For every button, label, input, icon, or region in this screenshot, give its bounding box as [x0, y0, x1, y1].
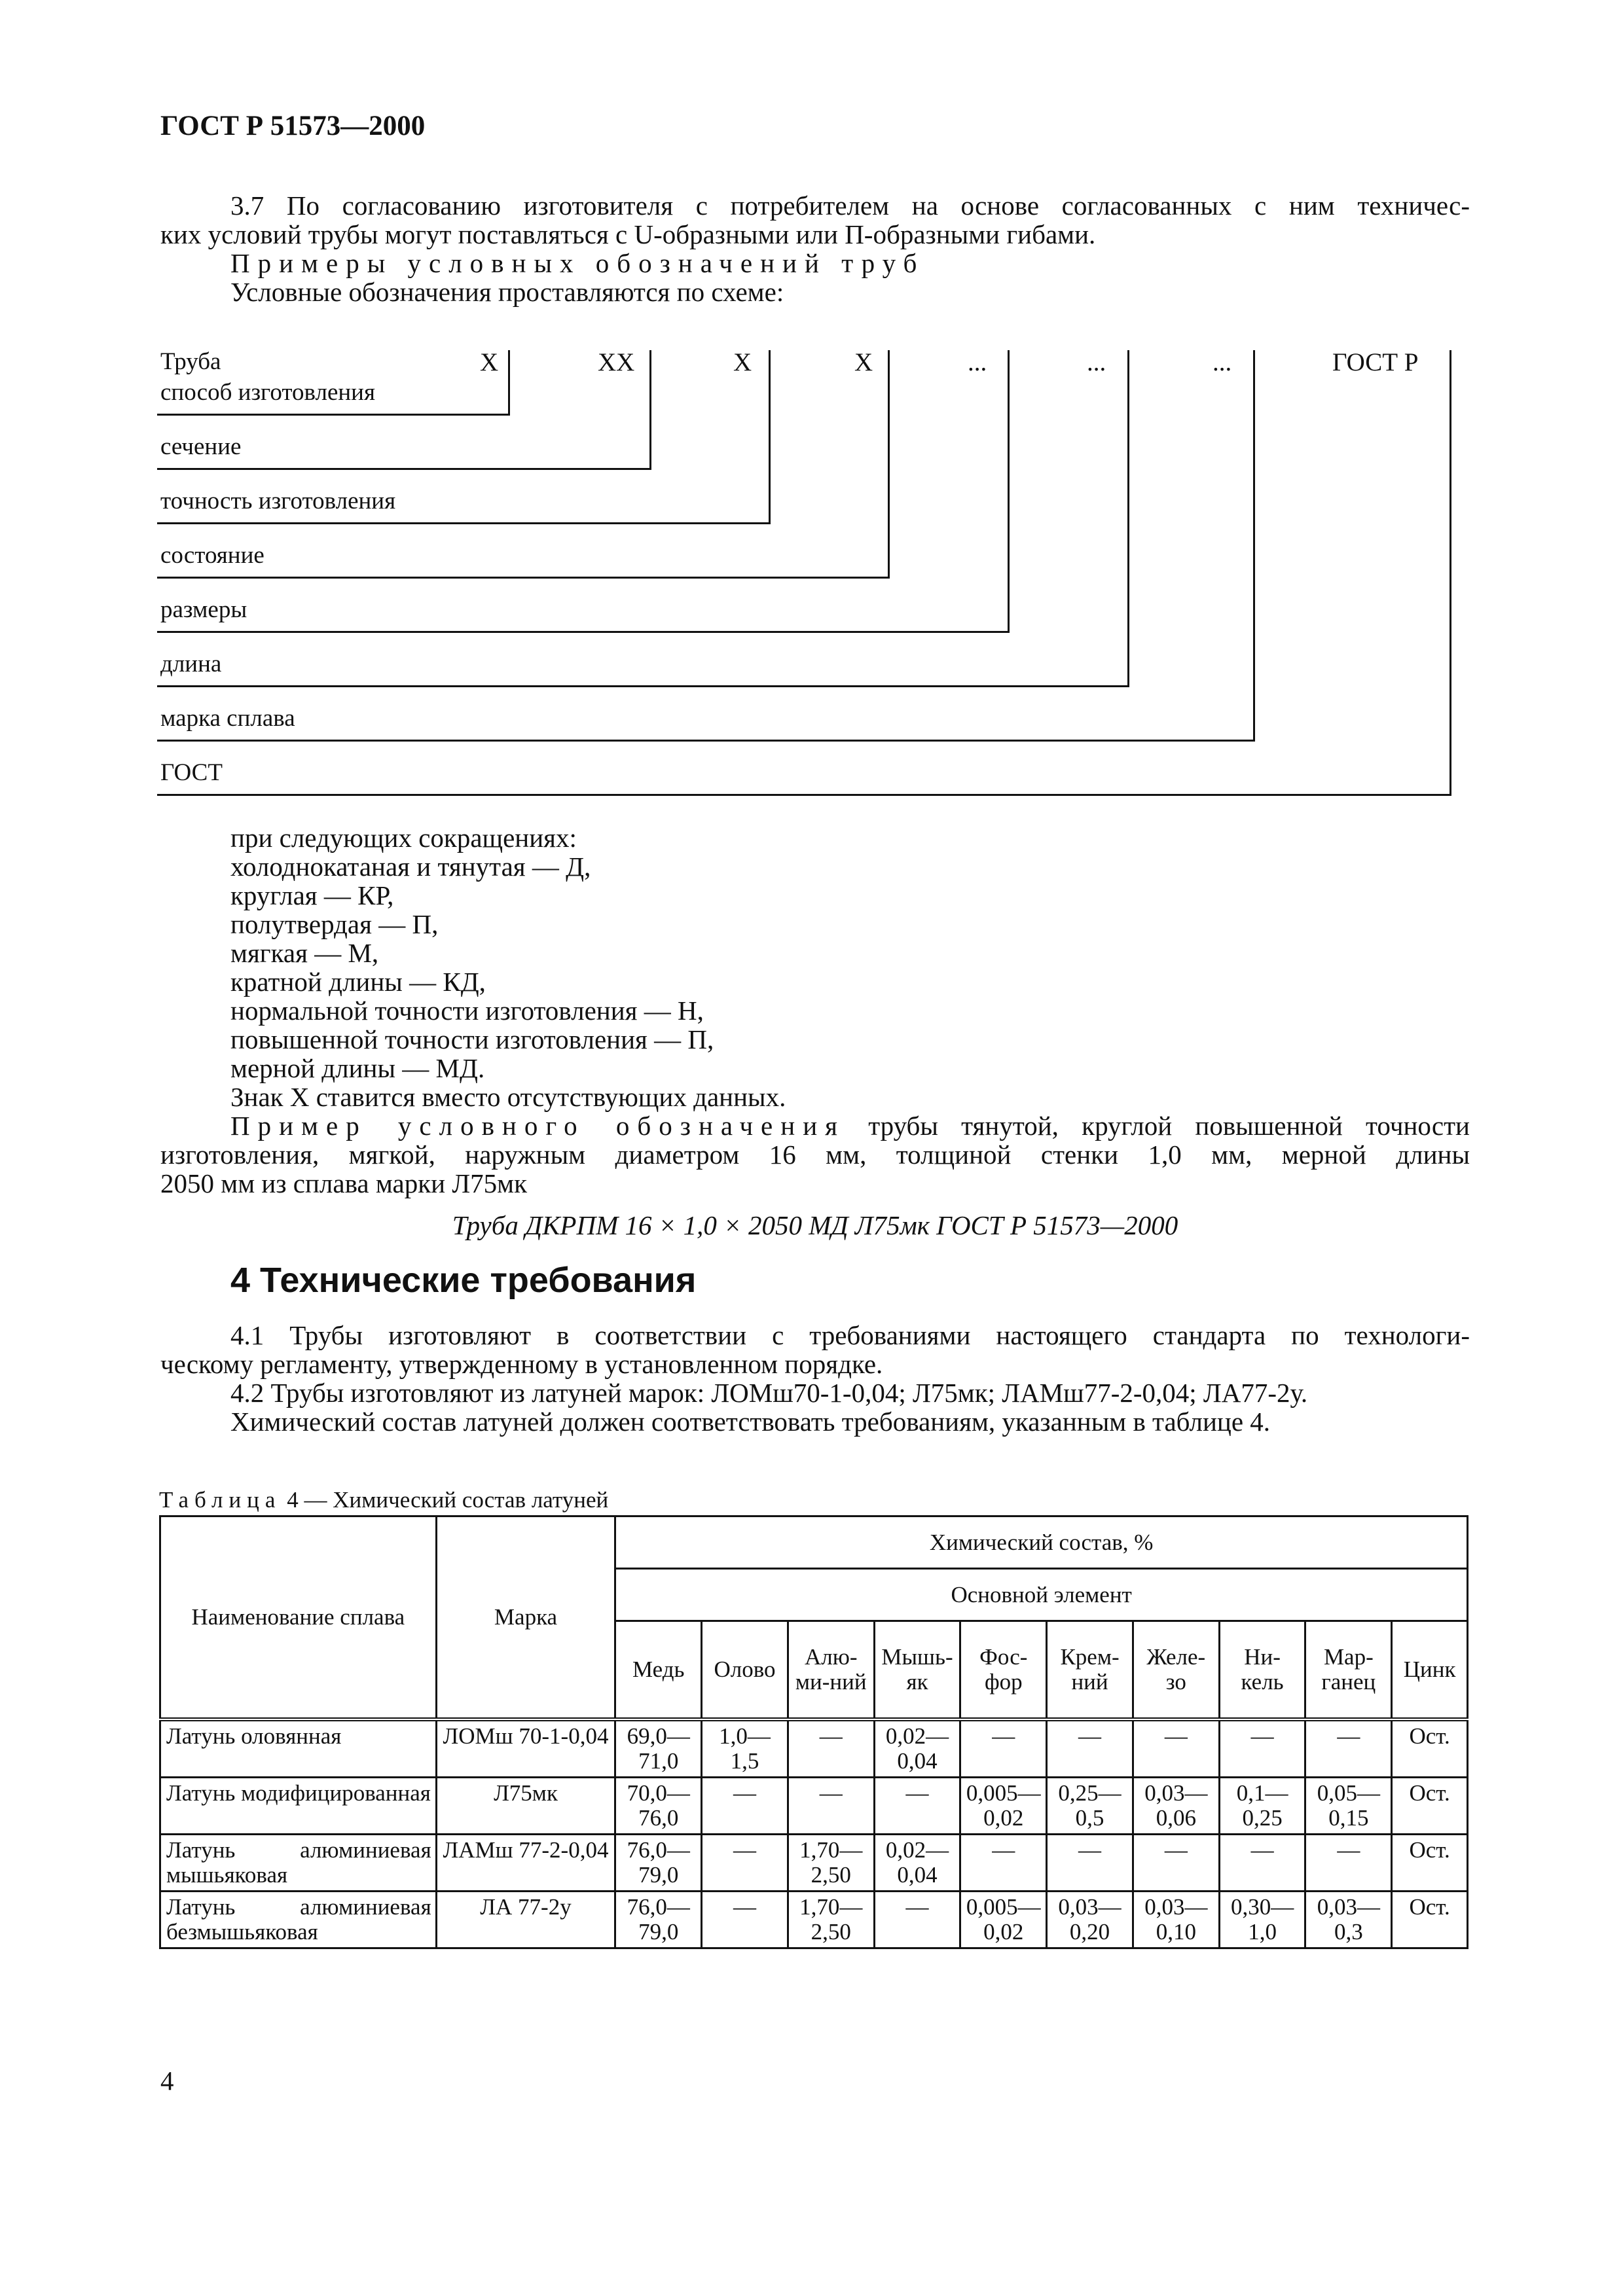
paragraph-4-2-line2: Химический состав латуней должен соответствовать требованиям, указанным в таблице 4.: [230, 1407, 1271, 1437]
scheme-underline-7: [157, 740, 1255, 742]
scheme-code-7: ...: [1213, 348, 1232, 376]
scheme-bracket-4: [888, 350, 890, 579]
paragraph-3-7-line2: ких условий трубы могут поставляться с U-образными или П-образными гибами.: [160, 219, 1096, 249]
scheme-underline-4: [157, 577, 890, 579]
value-cell: 0,03— 0,20: [1047, 1891, 1133, 1948]
header-chemical-composition: Химический состав, %: [615, 1516, 1468, 1569]
value-cell: Ост.: [1392, 1834, 1468, 1891]
value-cell: 0,1— 0,25: [1219, 1777, 1305, 1834]
scheme-bracket-8: [1450, 350, 1451, 796]
scheme-bracket-5: [1008, 350, 1010, 633]
scheme-start-word: Труба: [160, 348, 221, 375]
header-alloy-name: Наименование сплава: [160, 1516, 437, 1719]
alloy-name: Латунь алюминиевая безмышьяковая: [160, 1891, 437, 1948]
alloy-grade: ЛАМш 77-2-0,04: [436, 1834, 615, 1891]
value-cell: —: [1047, 1834, 1133, 1891]
scheme-underline-6: [157, 685, 1129, 687]
value-cell: 0,03— 0,3: [1305, 1891, 1392, 1948]
table-row: [160, 1777, 1468, 1834]
abbreviation-item: мягкая — М,: [230, 938, 379, 968]
table-4-caption: [159, 1487, 608, 1513]
value-cell: —: [874, 1891, 960, 1948]
table-row: [160, 1891, 1468, 1948]
value-cell: —: [702, 1834, 788, 1891]
abbreviation-item: круглая — КР,: [230, 880, 394, 910]
alloy-name: Латунь модифицированная: [160, 1777, 437, 1834]
value-cell: 76,0— 79,0: [615, 1891, 702, 1948]
example-line1: [230, 1111, 1470, 1140]
header-element: Фос-фор: [960, 1621, 1047, 1719]
value-cell: 0,30— 1,0: [1219, 1891, 1305, 1948]
table-row: [160, 1719, 1468, 1778]
example-line3: 2050 мм из сплава марки Л75мк: [160, 1168, 527, 1198]
header-element: Олово: [702, 1621, 788, 1719]
value-cell: —: [788, 1777, 874, 1834]
value-cell: 0,03— 0,10: [1133, 1891, 1219, 1948]
alloy-name: Латунь оловянная: [160, 1719, 437, 1778]
scheme-underline-5: [157, 631, 1010, 633]
scheme-label-sizes: размеры: [160, 596, 247, 623]
value-cell: 0,02— 0,04: [874, 1719, 960, 1778]
example-line1-rest: трубы тянутой, круглой повышенной точности: [868, 1111, 1470, 1141]
scheme-code-2: XX: [598, 348, 635, 376]
value-cell: 0,005— 0,02: [960, 1891, 1047, 1948]
section-4-title: 4 Технические требования: [230, 1261, 697, 1300]
value-cell: 76,0— 79,0: [615, 1834, 702, 1891]
x-sign-note: Знак X ставится вместо отсутствующих данных.: [230, 1082, 786, 1112]
value-cell: 70,0— 76,0: [615, 1777, 702, 1834]
scheme-code-4: X: [854, 348, 873, 376]
abbreviation-item: кратной длины — КД,: [230, 967, 486, 997]
page-number: 4: [160, 2066, 174, 2096]
scheme-bracket-3: [769, 350, 771, 524]
alloy-grade: ЛОМш 70-1-0,04: [436, 1719, 615, 1778]
scheme-label-method: способ изготовления: [160, 379, 375, 406]
value-cell: Ост.: [1392, 1777, 1468, 1834]
header-main-element: Основной элемент: [615, 1569, 1468, 1621]
scheme-label-alloy-grade: марка сплава: [160, 705, 295, 732]
value-cell: —: [1305, 1834, 1392, 1891]
header-element: Ни-кель: [1219, 1621, 1305, 1719]
paragraph-4-1-line2: ческому регламенту, утвержденному в установленном порядке.: [160, 1349, 883, 1379]
scheme-label-section: сечение: [160, 433, 242, 460]
value-cell: 0,03— 0,06: [1133, 1777, 1219, 1834]
scheme-label-accuracy: точность изготовления: [160, 488, 396, 514]
abbreviation-item: холоднокатаная и тянутая — Д,: [230, 852, 591, 882]
value-cell: —: [960, 1834, 1047, 1891]
value-cell: 0,02— 0,04: [874, 1834, 960, 1891]
value-cell: Ост.: [1392, 1891, 1468, 1948]
value-cell: 1,0— 1,5: [702, 1719, 788, 1778]
value-cell: 0,005— 0,02: [960, 1777, 1047, 1834]
scheme-code-3: X: [733, 348, 752, 376]
scheme-label-state: состояние: [160, 542, 264, 569]
value-cell: Ост.: [1392, 1719, 1468, 1778]
value-cell: 0,25— 0,5: [1047, 1777, 1133, 1834]
value-cell: 69,0— 71,0: [615, 1719, 702, 1778]
header-element: Алю-ми-ний: [788, 1621, 874, 1719]
scheme-underline-3: [157, 522, 771, 524]
abbreviation-item: нормальной точности изготовления — Н,: [230, 996, 704, 1026]
document-header: ГОСТ Р 51573—2000: [160, 111, 426, 141]
chemical-composition-table: [159, 1515, 1468, 1949]
header-element: Мар-ганец: [1305, 1621, 1392, 1719]
example-heading: Пример условного обозначения: [230, 1111, 845, 1141]
abbreviation-item: мерной длины — МД.: [230, 1053, 485, 1083]
scheme-underline-2: [157, 468, 651, 470]
value-cell: —: [788, 1719, 874, 1778]
scheme-bracket-1: [508, 350, 510, 416]
scheme-label-gost: ГОСТ: [160, 759, 223, 786]
value-cell: —: [1133, 1834, 1219, 1891]
scheme-underline-1: [157, 414, 510, 416]
alloy-grade: Л75мк: [436, 1777, 615, 1834]
header-element: Медь: [615, 1621, 702, 1719]
value-cell: —: [702, 1777, 788, 1834]
scheme-bracket-6: [1127, 350, 1129, 687]
scheme-bracket-2: [649, 350, 651, 470]
value-cell: —: [1047, 1719, 1133, 1778]
value-cell: —: [702, 1891, 788, 1948]
scheme-underline-8: [157, 794, 1451, 796]
scheme-intro: Условные обозначения проставляются по схеме:: [230, 277, 784, 307]
value-cell: —: [874, 1777, 960, 1834]
header-grade: Марка: [436, 1516, 615, 1719]
scheme-code-1: X: [480, 348, 499, 376]
abbreviation-item: полутвердая — П,: [230, 909, 439, 939]
paragraph-3-7-line1: 3.7 По согласованию изготовителя с потребителем на основе согласованных с ним техничес-: [230, 190, 1470, 221]
table-row: [160, 1834, 1468, 1891]
value-cell: —: [1133, 1719, 1219, 1778]
value-cell: —: [1219, 1719, 1305, 1778]
paragraph-4-1-line1: 4.1 Трубы изготовляют в соответствии с требованиями настоящего стандарта по технологи-: [230, 1320, 1470, 1350]
table-caption-title: 4 — Химический состав латуней: [287, 1487, 609, 1513]
header-element: Цинк: [1392, 1621, 1468, 1719]
table-caption-label: Таблица: [159, 1487, 282, 1513]
abbreviations-intro: при следующих сокращениях:: [230, 823, 577, 853]
header-element: Желе-зо: [1133, 1621, 1219, 1719]
alloy-name: Латунь алюминиевая мышьяковая: [160, 1834, 437, 1891]
paragraph-4-2-line1: 4.2 Трубы изготовляют из латуней марок: ЛОМш70-1-0,04; Л75мк; ЛАМш77-2-0,04; ЛА77-2у.: [230, 1378, 1308, 1408]
alloy-grade: ЛА 77-2у: [436, 1891, 615, 1948]
scheme-bracket-7: [1253, 350, 1255, 742]
designation-scheme: [0, 0, 1623, 812]
value-cell: 1,70— 2,50: [788, 1891, 874, 1948]
value-cell: —: [1305, 1719, 1392, 1778]
examples-heading: Примеры условных обозначений труб: [230, 248, 925, 278]
value-cell: —: [1219, 1834, 1305, 1891]
example-designation: Труба ДКРПМ 16 × 1,0 × 2050 МД Л75мк ГОСТ Р 51573—2000: [452, 1210, 1178, 1240]
scheme-code-6: ...: [1087, 348, 1106, 376]
value-cell: 1,70— 2,50: [788, 1834, 874, 1891]
example-line2: изготовления, мягкой, наружным диаметром 16 мм, толщиной стенки 1,0 мм, мерной длины: [160, 1139, 1470, 1170]
scheme-label-length: длина: [160, 651, 222, 677]
value-cell: —: [960, 1719, 1047, 1778]
header-element: Крем-ний: [1047, 1621, 1133, 1719]
value-cell: 0,05— 0,15: [1305, 1777, 1392, 1834]
scheme-code-8: ГОСТ Р: [1332, 348, 1419, 376]
scheme-code-5: ...: [968, 348, 987, 376]
abbreviation-item: повышенной точности изготовления — П,: [230, 1024, 714, 1054]
header-element: Мышь-як: [874, 1621, 960, 1719]
